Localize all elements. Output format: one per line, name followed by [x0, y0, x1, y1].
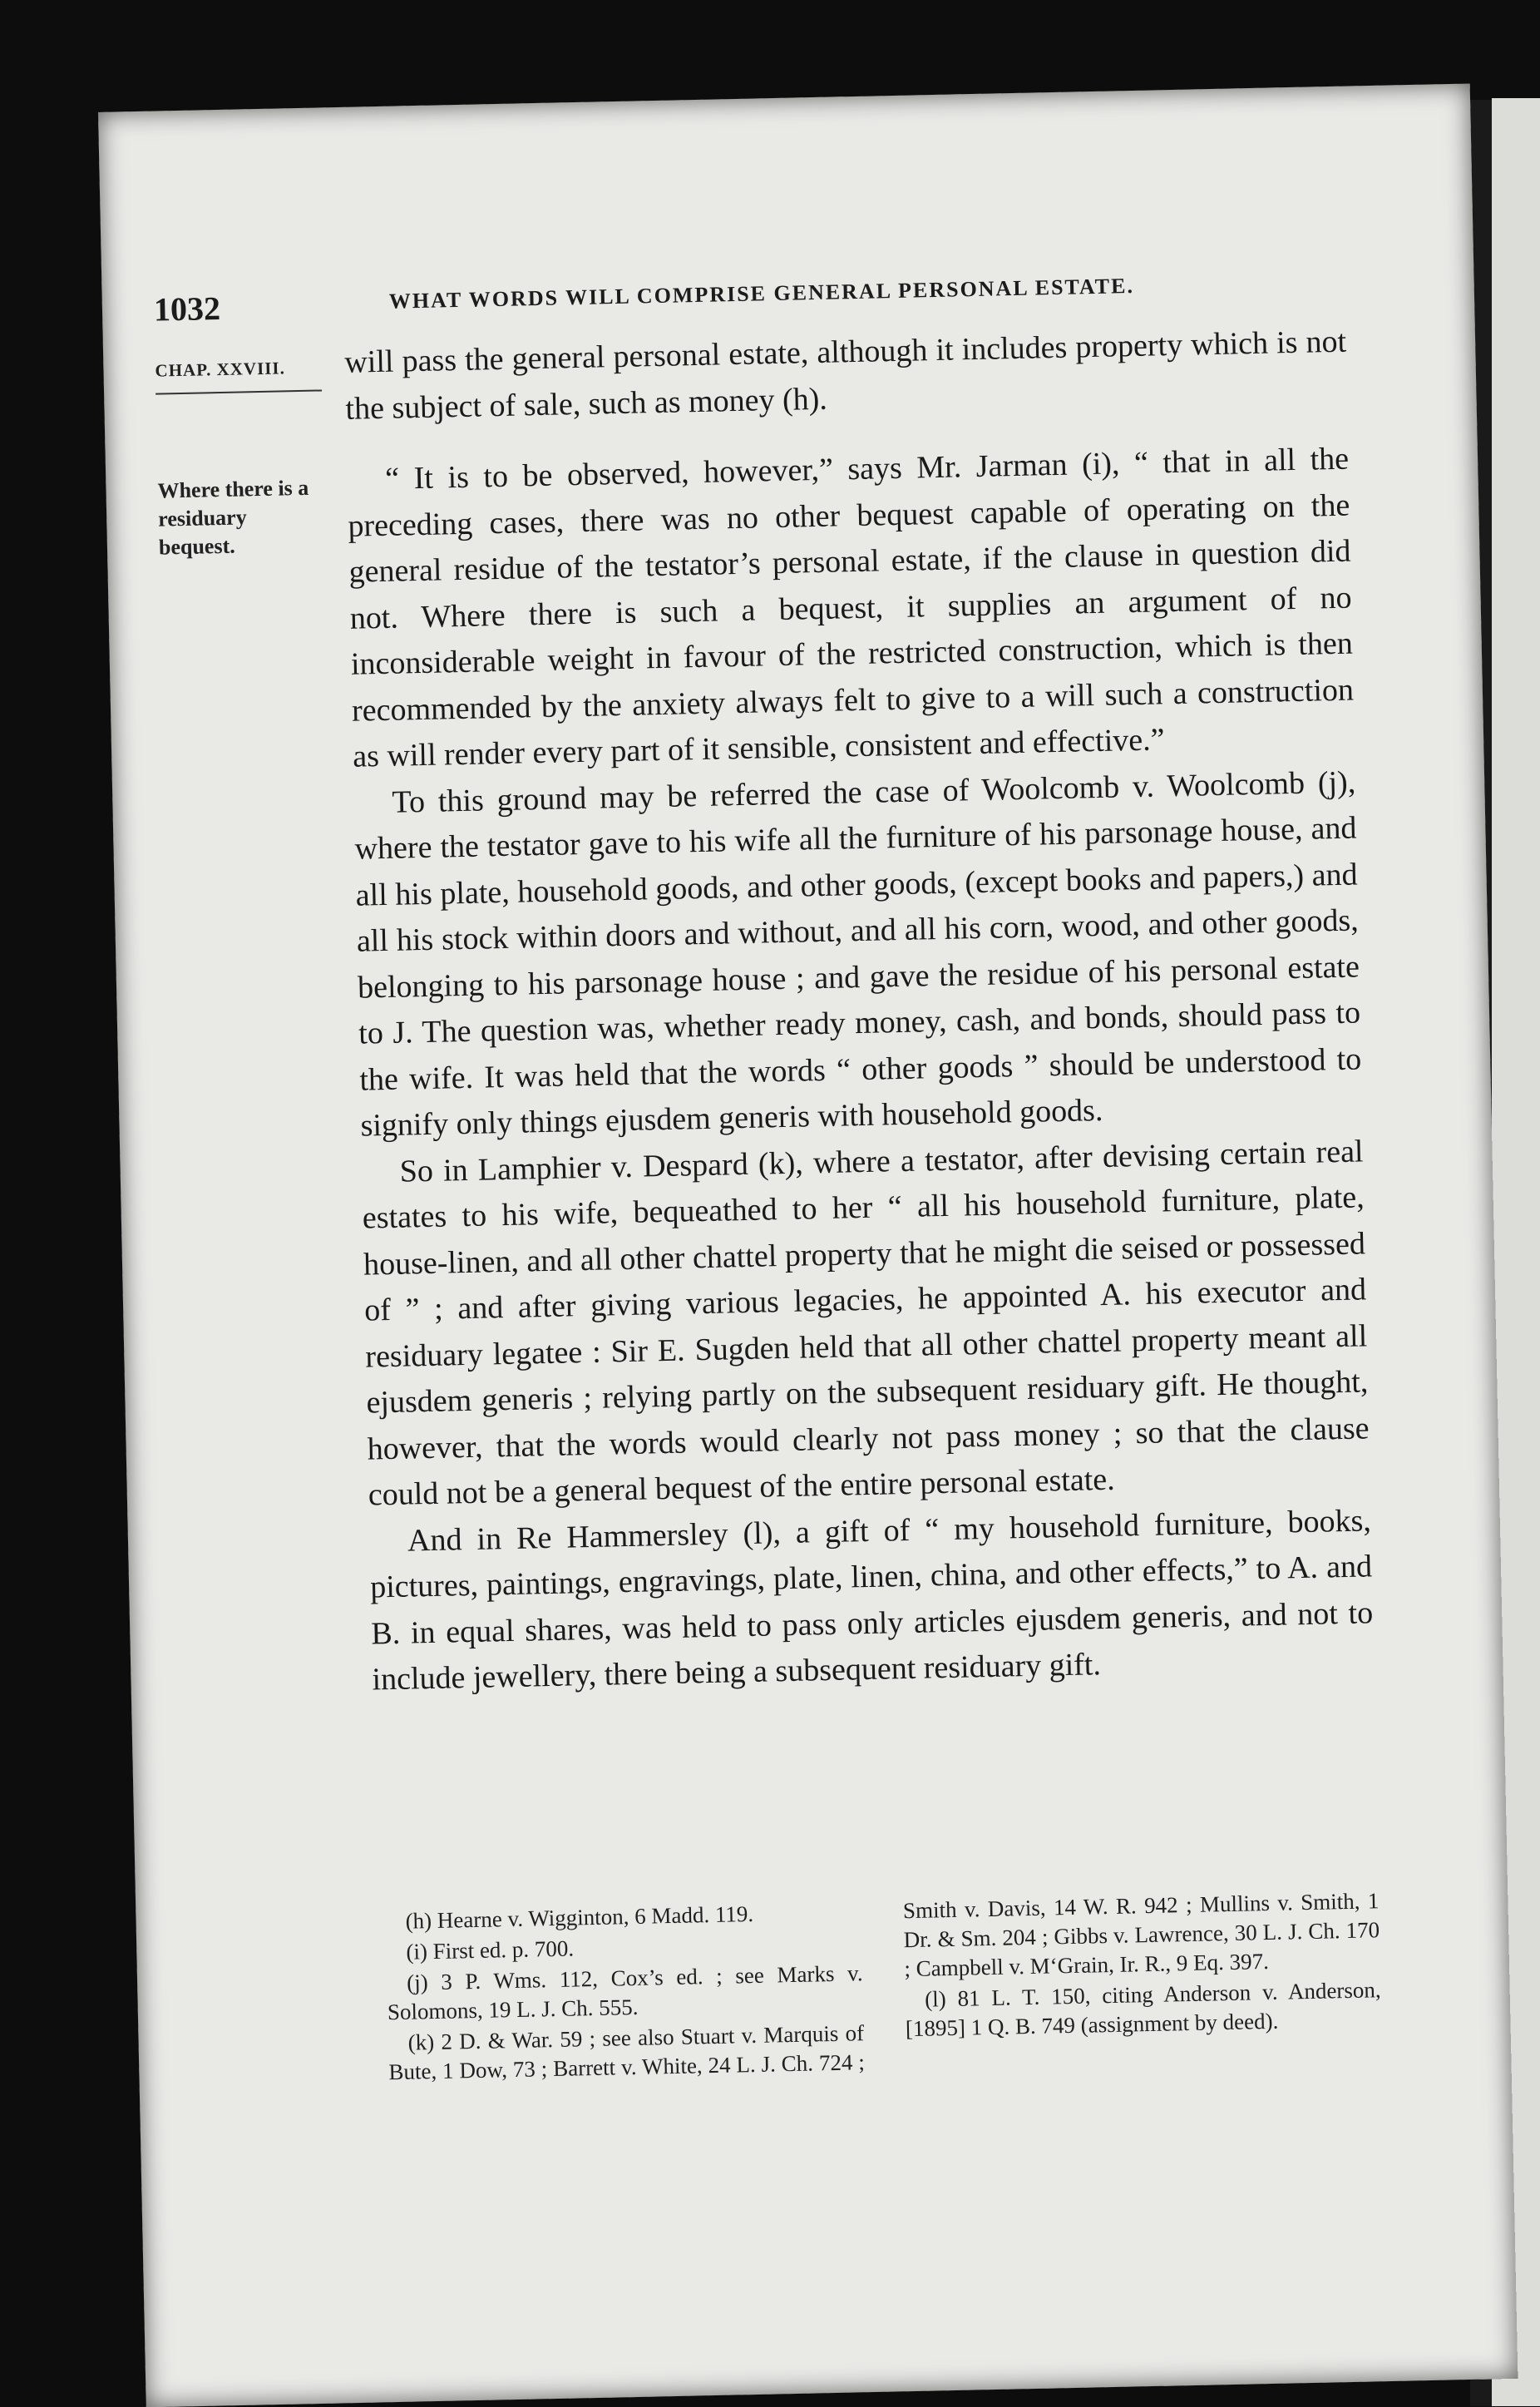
paragraph-4: So in Lamphier v. Despard (k), where a testator, after devising certain real estates to his wife, bequeathed to her “ all his household furniture, plate, house-linen, and all other chattel property that he might die seised or possessed of ” ; and after giving various legacies, he appointed A. his executor and residuary legatee : Sir E. Sugden held that all other chattel property meant all ejusdem generis ; relying partly on the subsequent residuary gift. He thought, however, that the words would clearly not pass money ; so that the clause could not be a general bequest of the entire personal estate. [362, 1133, 1370, 1513]
page-number: 1032 [153, 289, 221, 329]
main-text [344, 319, 1375, 1703]
footnote-j: (j) 3 P. Wms. 112, Cox’s ed. ; see Marks v. Solomons, 19 L. J. Ch. 555. [387, 1960, 863, 2025]
chapter-label: CHAP. XXVIII. [155, 357, 322, 394]
paragraph-3: To this ground may be referred the case of Woolcomb v. Woolcomb (j), where the testator gave to his wife all the furniture of his parsonage house, and all his plate, household goods, and other goods, (except books and papers,) and all his stock within doors and without, and all his corn, wood, and other goods, belonging to his parsonage house ; and gave the residue of his personal estate to J. The question was, whether ready money, cash, and bonds, should pass to the wife. It was held that the words “ other goods ” should be understood to signify only things ejusdem generis with household goods. [354, 764, 1362, 1144]
paragraph-1: will pass the general personal estate, although it includes property which is not the subject of sale, such as money (h). [343, 324, 1347, 427]
running-title: WHAT WORDS WILL COMPRISE GENERAL PERSONAL ESTATE. [388, 273, 1135, 314]
footnote-h: (h) Hearne v. Wigginton, 6 Madd. 119. [405, 1900, 754, 1934]
footnotes [385, 1886, 1382, 2087]
paragraph-5: And in Re Hammersley (l), a gift of “ my household furniture, books, pictures, paintings, engravings, plate, linen, china, and other effects,” to A. and B. in equal shares, was held to pass only articles ejusdem generis, and not to include jewellery, there being a subsequent residuary gift. [369, 1502, 1374, 1698]
footnote-k: (k) 2 D. & War. 59 ; see also Stuart v. Marquis of Bute, 1 Dow, 73 ; Barrett v. White, 24 L. J. Ch. 724 ; Smith v. Davis, 14 W. R. 942 ; Mullins v. Smith, 1 Dr. & Sm. 204 ; Gibbs v. Lawrence, 30 L. J. Ch. 170 ; Campbell v. M‘Grain, Ir. R., 9 Eq. 397. [388, 1888, 1380, 2085]
book-page [98, 83, 1518, 2407]
margin-note: Where there is a residuary bequest. [157, 475, 309, 560]
footnote-i: (i) First ed. p. 700. [406, 1935, 575, 1965]
footnote-l: (l) 81 L. T. 150, citing Anderson v. Anderson, [1895] 1 Q. B. 749 (assignment by deed). [905, 1977, 1381, 2042]
paragraph-2: “ It is to be observed, however,” says Mr. Jarman (i), “ that in all the preceding cases, there was no other bequest capable of operating on the general residue of the testator’s personal estate, if the clause in question did not. Where there is such a bequest, it supplies an argument of no inconsiderable weight in favour of the restricted construction, which is then recommended by the anxiety always felt to give to a will such a construction as will render every part of it sensible, consistent and effective.” [348, 441, 1355, 774]
